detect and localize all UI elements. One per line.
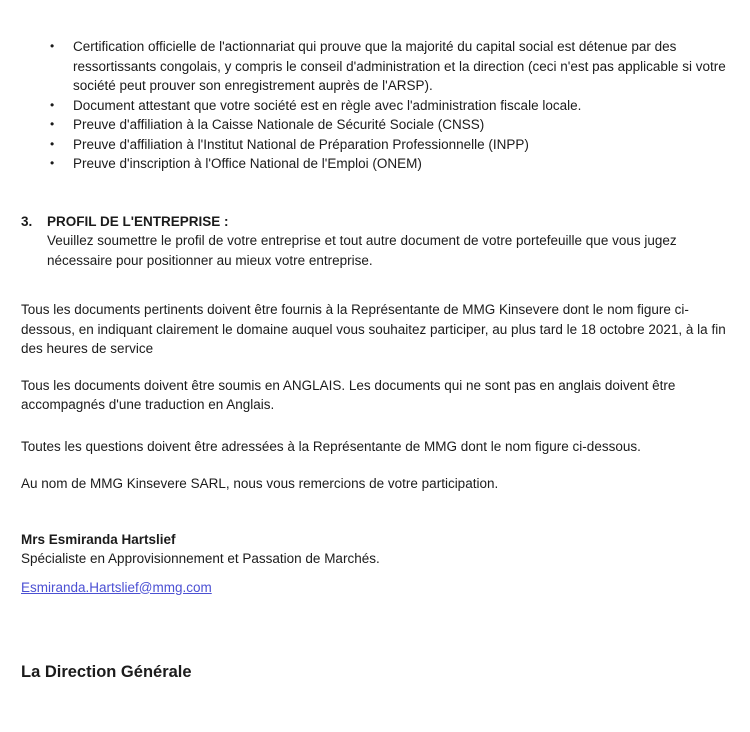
signature-email-row <box>21 578 728 598</box>
section-number: 3. <box>21 213 33 229</box>
list-item <box>21 154 728 174</box>
bullet-icon: • <box>50 39 55 53</box>
paragraph-thanks: Au nom de MMG Kinsevere SARL, nous vous remercions de votre participation. <box>21 476 499 491</box>
bullet-list <box>21 37 728 174</box>
section-heading <box>21 212 728 232</box>
list-item <box>21 135 728 155</box>
list-item-text: Document attestant que votre société est en règle avec l'administration fiscale locale. <box>73 97 582 113</box>
paragraph-submission-deadline: Tous les documents pertinents doivent être fournis à la Représentante de MMG Kinsevere dont le nom figure ci-dessous, en indiquant clairement le domaine auquel vous souhaitez participer, au plus tard le 18 octobre 2021, à la fin des heures de service <box>21 302 726 356</box>
signature-role: Spécialiste en Approvisionnement et Passation de Marchés. <box>21 551 380 566</box>
section-title: PROFIL DE L'ENTREPRISE : <box>47 213 229 229</box>
list-item-text: Preuve d'inscription à l'Office National de l'Emploi (ONEM) <box>73 156 422 171</box>
list-item-text: Preuve d'affiliation à l'Institut National de Préparation Professionnelle (INPP) <box>73 136 529 152</box>
signature-name: Mrs Esmiranda Hartslief <box>21 531 176 547</box>
paragraph-questions: Toutes les questions doivent être adressées à la Représentante de MMG dont le nom figure ci-dessous. <box>21 438 641 454</box>
list-item <box>21 37 728 96</box>
list-item <box>21 115 728 135</box>
bullet-icon: • <box>50 97 55 112</box>
list-item-text: Certification officielle de l'actionnariat qui prouve que la majorité du capital social est détenue par des ressortissants congolais, y compris le conseil d'administration et la direction (ceci n'est pas applicable si votre société peut prouver son enregistrement auprès de l'ARSP). <box>73 39 726 93</box>
email-link[interactable]: Esmiranda.Hartslief@mmg.com <box>21 579 212 595</box>
bullet-icon: • <box>50 117 55 131</box>
bullet-icon: • <box>50 136 55 151</box>
list-item <box>21 96 728 116</box>
section-body: Veuillez soumettre le profil de votre entreprise et tout autre document de votre portefeuille que vous jugez nécessaire pour positionner au mieux votre entreprise. <box>47 233 677 268</box>
paragraph-language-requirement: Tous les documents doivent être soumis en ANGLAIS. Les documents qui ne sont pas en anglais doivent être accompagnés d'une traduction en Anglais. <box>21 377 676 412</box>
closing-title: La Direction Générale <box>21 663 192 681</box>
bullet-icon: • <box>50 156 55 170</box>
list-item-text: Preuve d'affiliation à la Caisse Nationale de Sécurité Sociale (CNSS) <box>73 117 485 132</box>
